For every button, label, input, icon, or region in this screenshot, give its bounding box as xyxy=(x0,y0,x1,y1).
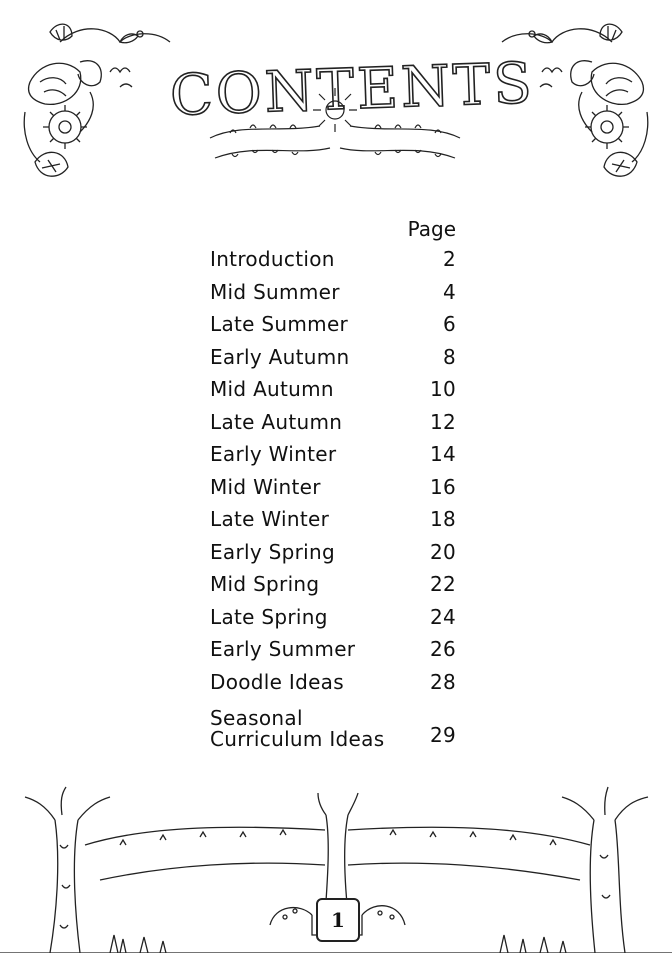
toc-entry-label: Introduction xyxy=(210,247,335,271)
toc-entry[interactable] xyxy=(210,243,460,276)
toc-entry[interactable] xyxy=(210,568,460,601)
page-column-header: Page xyxy=(407,217,456,241)
toc-entry[interactable] xyxy=(210,471,460,504)
toc-entry-label: Early Autumn xyxy=(210,344,350,369)
floral-corner-illustration xyxy=(20,12,185,192)
toc-entry-page: 4 xyxy=(442,279,456,304)
toc-entry-page: 6 xyxy=(442,312,456,336)
toc-entry[interactable] xyxy=(210,702,460,750)
toc-entry-page: 18 xyxy=(429,507,456,531)
toc-entry-label: Mid Autumn xyxy=(210,377,334,401)
toc-entry-label: Mid Summer xyxy=(210,279,340,304)
toc-entry-label: Late Summer xyxy=(210,312,349,336)
toc-entry-label: Mid Spring xyxy=(210,572,320,596)
contents-title-block xyxy=(168,48,536,178)
toc-entry-label: Late Spring xyxy=(210,604,328,629)
toc-entry[interactable] xyxy=(210,438,460,471)
toc-entry-label: Seasonal Curriculum Ideas xyxy=(210,706,385,751)
vine-flourish-decoration xyxy=(170,48,500,178)
toc-entry-label: Late Autumn xyxy=(210,409,343,434)
toc-entry-label: Mid Winter xyxy=(210,474,321,499)
toc-entry[interactable] xyxy=(210,633,460,666)
toc-entry-page: 20 xyxy=(429,539,456,564)
toc-entry-page: 26 xyxy=(429,637,456,661)
toc-entry[interactable] xyxy=(210,341,460,374)
table-of-contents xyxy=(210,215,460,750)
toc-entry-page: 29 xyxy=(429,723,456,747)
toc-entry[interactable] xyxy=(210,503,460,536)
toc-entry[interactable] xyxy=(210,601,460,634)
page-number: 1 xyxy=(316,898,360,942)
toc-entry[interactable] xyxy=(210,666,460,699)
toc-entry-page: 8 xyxy=(442,344,456,369)
toc-entry-page: 28 xyxy=(429,669,456,694)
toc-entry-label: Doodle Ideas xyxy=(210,669,344,694)
toc-entry[interactable] xyxy=(210,406,460,439)
toc-entry-label: Late Winter xyxy=(210,507,330,531)
toc-entry-page: 24 xyxy=(429,604,456,629)
toc-entry-label: Early Spring xyxy=(210,539,336,564)
toc-entry-label: Early Summer xyxy=(210,637,356,661)
toc-entry-page: 12 xyxy=(429,409,456,434)
toc-entry-page: 10 xyxy=(429,377,456,401)
toc-entry-page: 2 xyxy=(442,247,456,271)
toc-entry-label: Early Winter xyxy=(210,442,337,466)
toc-entry-page: 16 xyxy=(429,474,456,499)
toc-entry-page: 14 xyxy=(429,442,456,466)
toc-entry-page: 22 xyxy=(429,572,456,596)
toc-entry[interactable] xyxy=(210,373,460,406)
toc-entry[interactable] xyxy=(210,536,460,569)
toc-entry[interactable] xyxy=(210,276,460,309)
toc-entry[interactable] xyxy=(210,308,460,341)
page-title: CONTENTS xyxy=(168,51,536,129)
